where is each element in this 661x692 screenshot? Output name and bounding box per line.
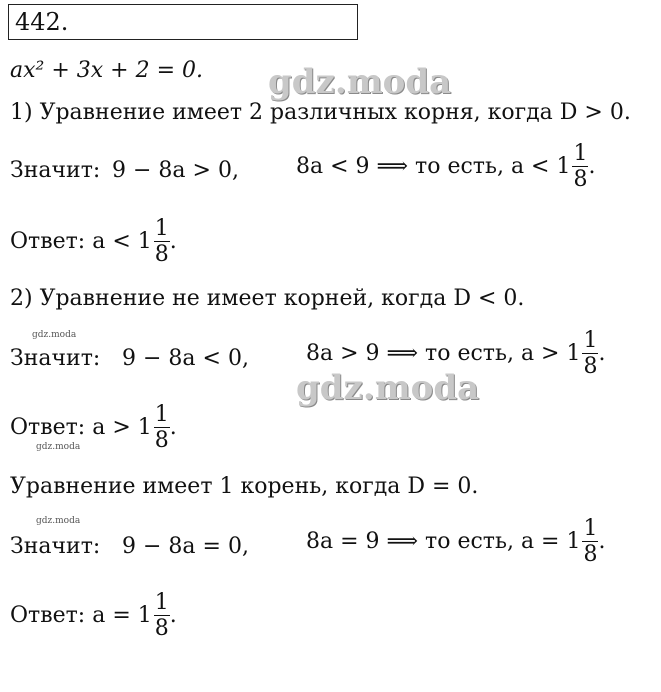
watermark-large-2: gdz.moda xyxy=(296,368,480,408)
watermark-small-2: gdz.moda xyxy=(36,442,81,452)
watermark-small-1: gdz.moda xyxy=(32,330,77,340)
case3-heading: Уравнение имеет 1 корень, когда D = 0. xyxy=(10,474,479,499)
case1-result-frac-num: 1 xyxy=(573,141,588,166)
case2-result-period: . xyxy=(598,341,606,366)
case1-then-label: Значит: xyxy=(10,158,101,183)
case1-answer xyxy=(10,218,177,266)
case3-result-text: 8a = 9 ⟹ то есть, a = 1 xyxy=(306,529,581,554)
case1-result-fraction xyxy=(572,143,588,191)
case3-answer-frac-num: 1 xyxy=(154,590,169,615)
case1-result-text: 8a < 9 ⟹ то есть, a < 1 xyxy=(296,154,571,179)
case2-heading: 2) Уравнение не имеет корней, когда D < 0. xyxy=(10,286,525,311)
case1-heading: 1) Уравнение имеет 2 различных корня, когда D > 0. xyxy=(10,100,631,125)
case2-answer-expr: a > 1 xyxy=(92,415,152,440)
case2-then-inequality: 9 − 8a < 0, xyxy=(122,346,249,371)
case2-answer-label: Ответ: xyxy=(10,415,86,440)
watermark-large-1: gdz.moda xyxy=(268,62,452,102)
case1-answer-frac-num: 1 xyxy=(154,216,169,241)
case3-answer-label: Ответ: xyxy=(10,603,86,628)
case3-then-label: Значит: xyxy=(10,534,101,559)
case2-result-frac-den: 8 xyxy=(583,354,598,379)
case3-answer-period: . xyxy=(169,603,177,628)
case3-answer-expr: a = 1 xyxy=(92,603,152,628)
watermark-small-3: gdz.moda xyxy=(36,516,81,526)
case1-answer-fraction xyxy=(154,218,170,266)
case1-answer-label: Ответ: xyxy=(10,229,86,254)
case2-answer xyxy=(10,404,177,452)
case2-answer-frac-num: 1 xyxy=(154,402,169,427)
case3-then-inequality: 9 − 8a = 0, xyxy=(122,534,249,559)
case2-result-frac-num: 1 xyxy=(583,328,598,353)
case2-answer-period: . xyxy=(169,415,177,440)
problem-number: 442. xyxy=(15,8,69,36)
case2-answer-fraction xyxy=(154,404,170,452)
equation: ax² + 3x + 2 = 0. xyxy=(10,58,203,83)
case3-result-period: . xyxy=(598,529,606,554)
case1-result-frac-den: 8 xyxy=(573,167,588,192)
case3-result-fraction xyxy=(582,518,598,566)
problem-number-box xyxy=(8,4,358,40)
case2-then-label: Значит: xyxy=(10,346,101,371)
case3-then-result xyxy=(306,518,605,566)
case1-then-result xyxy=(296,143,595,191)
case1-then-inequality: 9 − 8a > 0, xyxy=(112,158,239,183)
case3-answer-fraction xyxy=(154,592,170,640)
case2-answer-frac-den: 8 xyxy=(154,428,169,453)
case2-result-text: 8a > 9 ⟹ то есть, a > 1 xyxy=(306,341,581,366)
case3-answer-frac-den: 8 xyxy=(154,616,169,641)
case3-result-frac-den: 8 xyxy=(583,542,598,567)
case1-answer-expr: a < 1 xyxy=(92,229,152,254)
case2-result-fraction xyxy=(582,330,598,378)
case1-result-period: . xyxy=(588,154,596,179)
case3-answer xyxy=(10,592,177,640)
case3-result-frac-num: 1 xyxy=(583,516,598,541)
case1-answer-frac-den: 8 xyxy=(154,242,169,267)
case1-answer-period: . xyxy=(169,229,177,254)
